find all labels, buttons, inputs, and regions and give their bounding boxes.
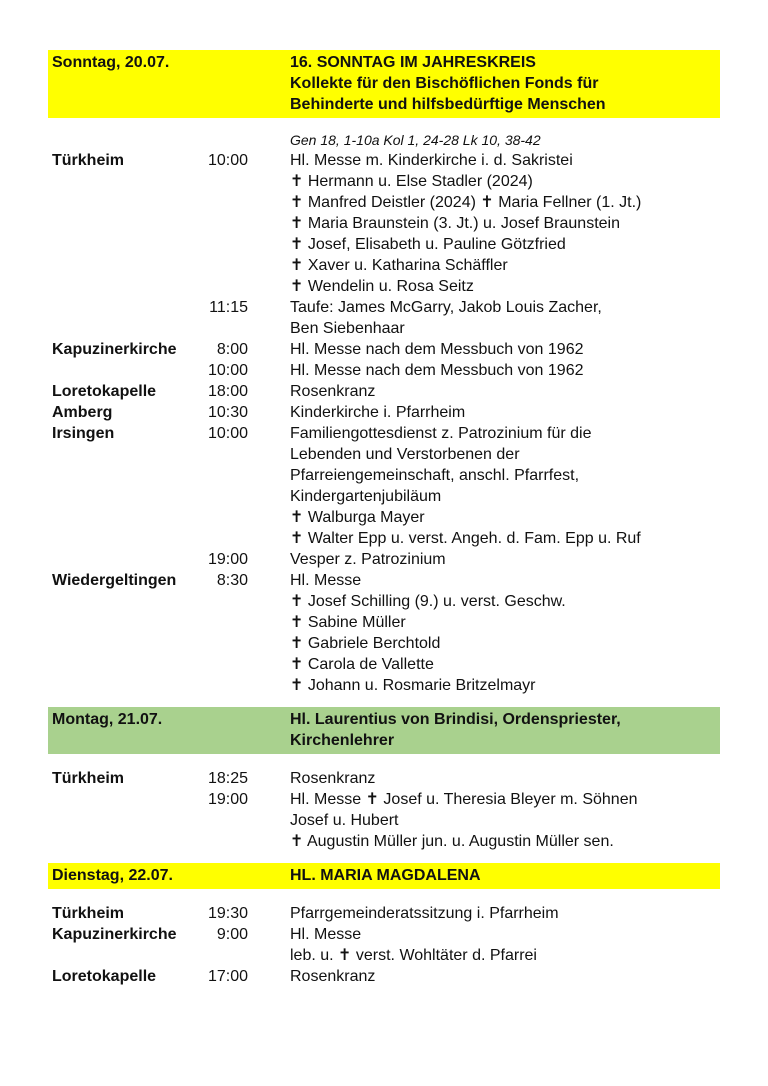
entry-line: Familiengottesdienst z. Patrozinium für die [290,425,592,442]
entry-description [290,903,720,924]
day-section [48,852,720,987]
entry-line: Taufe: James McGarry, Jakob Louis Zacher, [290,299,602,316]
entry-line: ✝ Walter Epp u. verst. Angeh. d. Fam. Epp u. Ruf [290,530,641,547]
spacer [48,852,720,863]
entry-line: ✝ Wendelin u. Rosa Seitz [290,278,474,295]
schedule-entry [48,570,720,696]
entry-description [290,402,720,423]
entry-line: ✝ Manfred Deistler (2024) ✝ Maria Fellner (1. Jt.) [290,194,642,211]
entry-time: 10:00 [207,152,248,169]
entry-description [290,966,720,987]
entry-time: 19:00 [207,551,248,568]
day-title-line: Kollekte für den Bischöflichen Fonds für [290,75,599,92]
schedule-entry [48,297,720,339]
entry-line: Lebenden und Verstorbenen der [290,446,520,463]
entry-description [290,789,720,852]
schedule-entry [48,924,720,966]
scripture-readings: Gen 18, 1-10a Kol 1, 24-28 Lk 10, 38-42 [290,132,541,148]
entry-line: Josef u. Hubert [290,812,399,829]
entry-description [290,423,720,549]
entry-time: 19:30 [207,905,248,922]
entry-time: 17:00 [207,968,248,985]
entry-place: Türkheim [52,770,125,787]
entry-line: Hl. Messe nach dem Messbuch von 1962 [290,362,584,379]
day-header-band [48,707,720,754]
schedule-entry [48,966,720,987]
entry-line: Hl. Messe ✝ Josef u. Theresia Bleyer m. Söhnen [290,791,638,808]
entry-description [290,381,720,402]
entry-place: Irsingen [52,425,115,442]
schedule-entry [48,360,720,381]
entry-line: Ben Siebenhaar [290,320,405,337]
day-section [48,50,720,696]
entry-place: Loretokapelle [52,383,157,400]
entry-line: Rosenkranz [290,770,376,787]
entry-line: Pfarrgemeinderatssitzung i. Pfarrheim [290,905,559,922]
entry-line: Rosenkranz [290,383,376,400]
schedule-entry [48,402,720,423]
day-date: Sonntag, 20.07. [52,54,170,71]
day-title-line: Hl. Laurentius von Brindisi, Ordenspriester, [290,711,621,728]
schedule-entry [48,789,720,852]
entry-line: ✝ Walburga Mayer [290,509,425,526]
entry-place: Türkheim [52,905,125,922]
day-title-line: Kirchenlehrer [290,732,395,749]
entry-line: Pfarreiengemeinschaft, anschl. Pfarrfest, [290,467,580,484]
entry-time: 10:30 [207,404,248,421]
entry-line: ✝ Gabriele Berchtold [290,635,441,652]
day-title-line: Behinderte und hilfsbedürftige Menschen [290,96,606,113]
entry-line: Hl. Messe [290,926,362,943]
entry-line: ✝ Hermann u. Else Stadler (2024) [290,173,533,190]
entry-description [290,339,720,360]
entry-line: Hl. Messe nach dem Messbuch von 1962 [290,341,584,358]
entry-time: 8:00 [216,341,248,358]
entry-line: Kinderkirche i. Pfarrheim [290,404,466,421]
entry-line: ✝ Sabine Müller [290,614,406,631]
day-section [48,696,720,852]
entry-line: leb. u. ✝ verst. Wohltäter d. Pfarrei [290,947,537,964]
entry-place: Kapuzinerkirche [52,341,177,358]
entry-description [290,360,720,381]
schedule-sheet [48,50,720,987]
entry-line: ✝ Josef Schilling (9.) u. verst. Geschw. [290,593,566,610]
entry-place: Kapuzinerkirche [52,926,177,943]
entry-line: Rosenkranz [290,968,376,985]
day-header-band [48,863,720,889]
entry-description [290,570,720,696]
entry-time: 9:00 [216,926,248,943]
day-date: Montag, 21.07. [52,711,163,728]
entry-description [290,768,720,789]
day-title [290,52,716,115]
entry-line: Hl. Messe [290,572,362,589]
entry-time: 11:15 [209,299,248,316]
entry-time: 10:00 [207,362,248,379]
schedule-entry [48,381,720,402]
spacer [48,889,720,903]
entry-line: Vesper z. Patrozinium [290,551,446,568]
day-title [290,865,716,886]
entry-line: ✝ Augustin Müller jun. u. Augustin Müller sen. [290,833,614,850]
entry-line: ✝ Josef, Elisabeth u. Pauline Götzfried [290,236,566,253]
entry-line: ✝ Johann u. Rosmarie Britzelmayr [290,677,536,694]
spacer [48,696,720,707]
schedule-entry [48,549,720,570]
schedule-entry [48,423,720,549]
entry-description [290,924,720,966]
day-date: Dienstag, 22.07. [52,867,173,884]
entry-description [290,150,720,297]
day-title-line: 16. SONNTAG IM JAHRESKREIS [290,54,536,71]
entry-line: ✝ Maria Braunstein (3. Jt.) u. Josef Braunstein [290,215,620,232]
day-header-band [48,50,720,118]
entry-time: 10:00 [207,425,248,442]
schedule-entry [48,150,720,297]
entry-line: Kindergartenjubiläum [290,488,442,505]
spacer [48,754,720,768]
entry-time: 8:30 [216,572,248,589]
entry-place: Loretokapelle [52,968,157,985]
day-title [290,709,716,751]
schedule-entry [48,768,720,789]
day-title-line: HL. MARIA MAGDALENA [290,867,481,884]
schedule-entry [48,339,720,360]
entry-place: Wiedergeltingen [52,572,177,589]
entry-line: ✝ Xaver u. Katharina Schäffler [290,257,508,274]
entry-time: 18:25 [207,770,248,787]
entry-description [290,297,720,339]
entry-time: 19:00 [207,791,248,808]
entry-place: Türkheim [52,152,125,169]
entry-place: Amberg [52,404,113,421]
entry-time: 18:00 [207,383,248,400]
schedule-entry [48,903,720,924]
entry-line: ✝ Carola de Vallette [290,656,434,673]
entry-description [290,549,720,570]
entry-line: Hl. Messe m. Kinderkirche i. d. Sakristei [290,152,573,169]
